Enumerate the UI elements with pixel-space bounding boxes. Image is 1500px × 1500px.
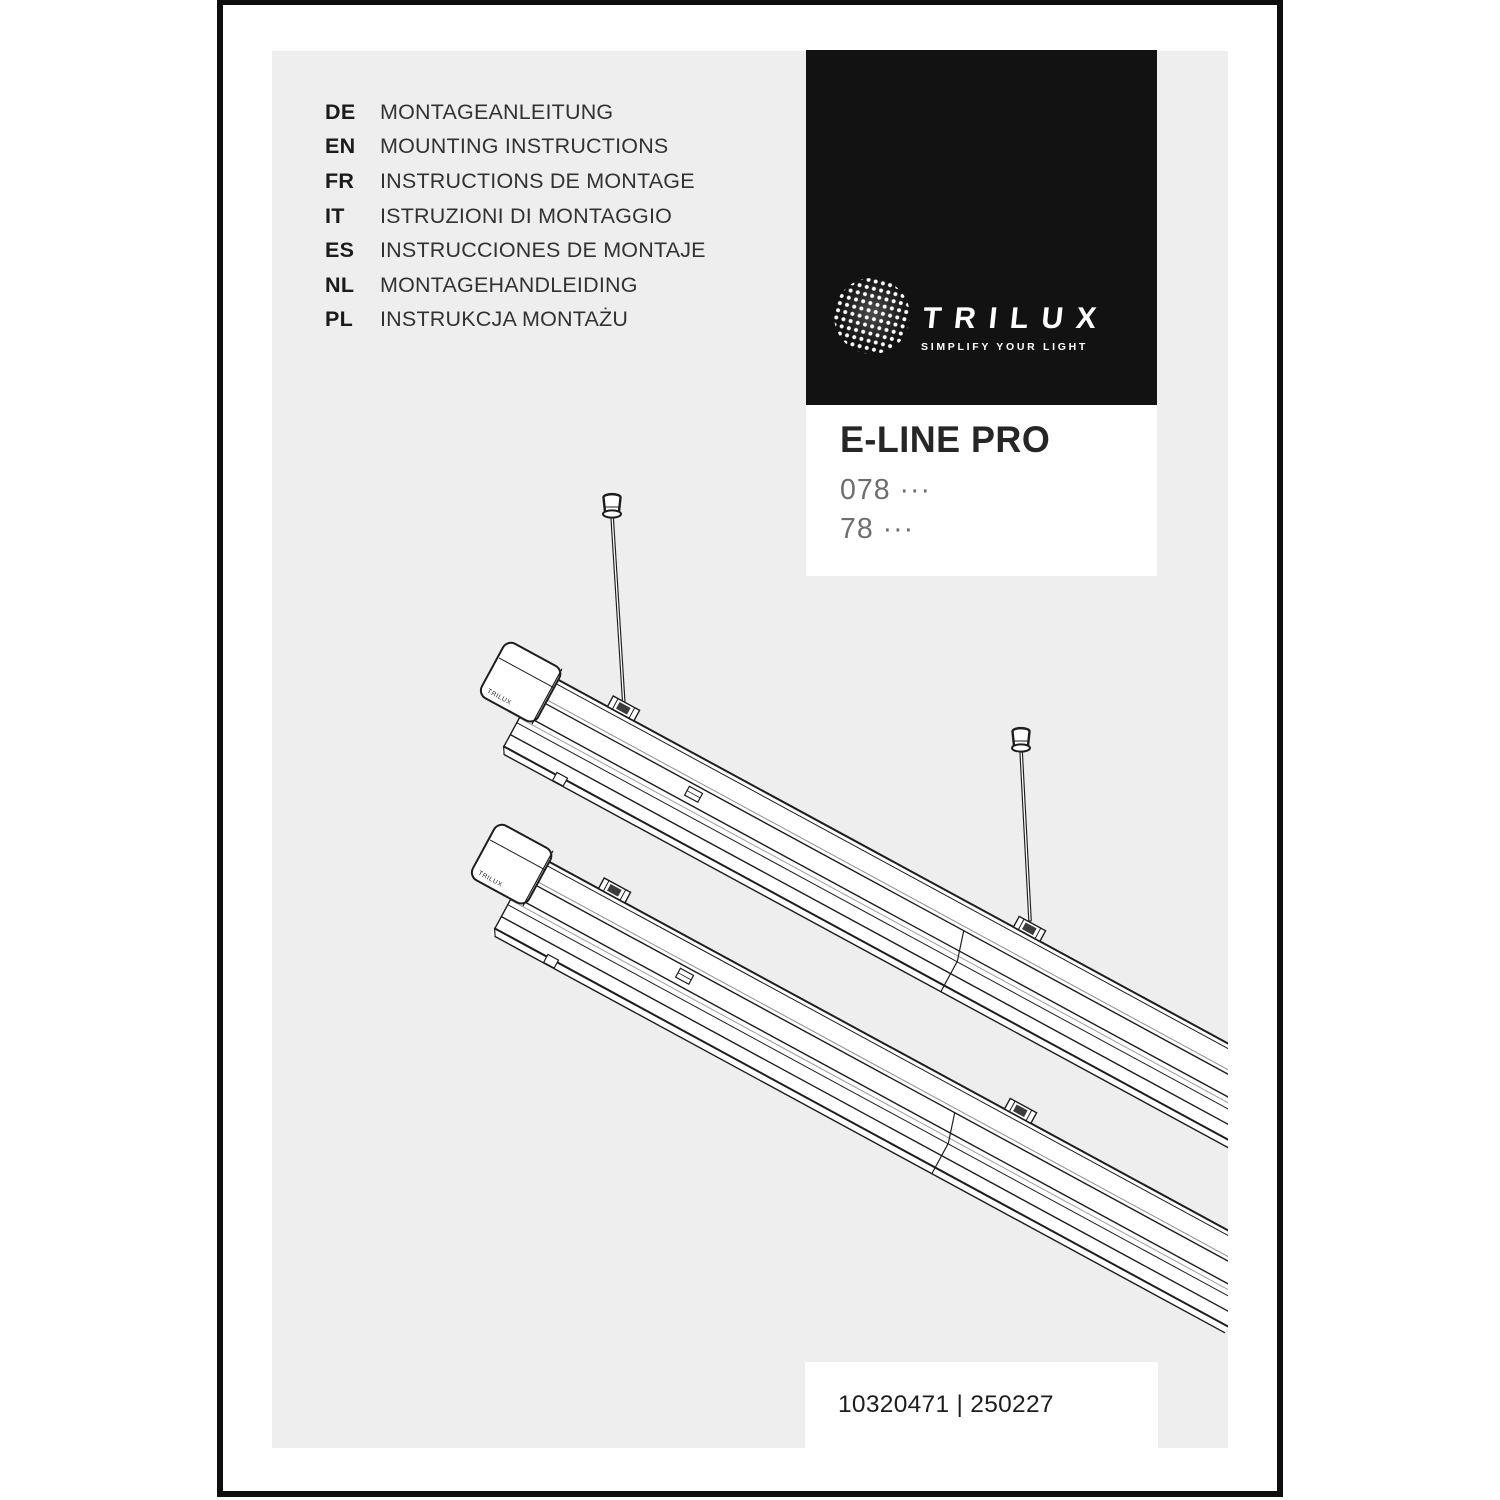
lang-row-es bbox=[325, 233, 706, 268]
lang-title: MOUNTING INSTRUCTIONS bbox=[380, 134, 669, 159]
reference-box bbox=[805, 1362, 1158, 1448]
lang-row-it bbox=[325, 199, 706, 234]
brand-tagline: SIMPLIFY YOUR LIGHT bbox=[921, 341, 1089, 353]
lang-row-fr bbox=[325, 164, 706, 199]
product-name: E-LINE PRO bbox=[840, 419, 1051, 460]
lang-code: ES bbox=[325, 238, 355, 263]
lang-title: INSTRUCTIONS DE MONTAGE bbox=[380, 168, 695, 193]
lang-code: DE bbox=[325, 99, 356, 124]
product-box bbox=[806, 405, 1157, 576]
lang-row-pl bbox=[325, 303, 706, 338]
order-code-2: 78 ··· bbox=[840, 513, 915, 545]
document-reference: 10320471 | 250227 bbox=[838, 1391, 1054, 1418]
ceiling-canopy-right bbox=[1012, 728, 1030, 751]
lang-row-de bbox=[325, 95, 706, 130]
ceiling-canopy-left bbox=[603, 494, 621, 517]
dotted-globe-icon bbox=[826, 270, 918, 362]
lang-title: INSTRUCCIONES DE MONTAJE bbox=[380, 238, 706, 263]
lang-code: IT bbox=[325, 203, 345, 228]
order-code-1: 078 ··· bbox=[840, 474, 931, 506]
lang-title: MONTAGEHANDLEIDING bbox=[380, 272, 638, 297]
lang-row-en bbox=[325, 130, 706, 165]
brand-lockup bbox=[921, 302, 1111, 353]
lang-row-nl bbox=[325, 268, 706, 303]
lang-code: PL bbox=[325, 307, 354, 332]
lang-code: EN bbox=[325, 134, 356, 159]
brand-box bbox=[806, 50, 1157, 405]
brand-name: TRILUX bbox=[921, 302, 1111, 335]
lang-code: NL bbox=[325, 272, 355, 297]
language-index bbox=[325, 95, 706, 337]
lang-code: FR bbox=[325, 168, 355, 193]
lang-title: ISTRUZIONI DI MONTAGGIO bbox=[380, 203, 673, 228]
lang-title: MONTAGEANLEITUNG bbox=[380, 99, 614, 124]
lang-title: INSTRUKCJA MONTAŻU bbox=[380, 307, 629, 332]
